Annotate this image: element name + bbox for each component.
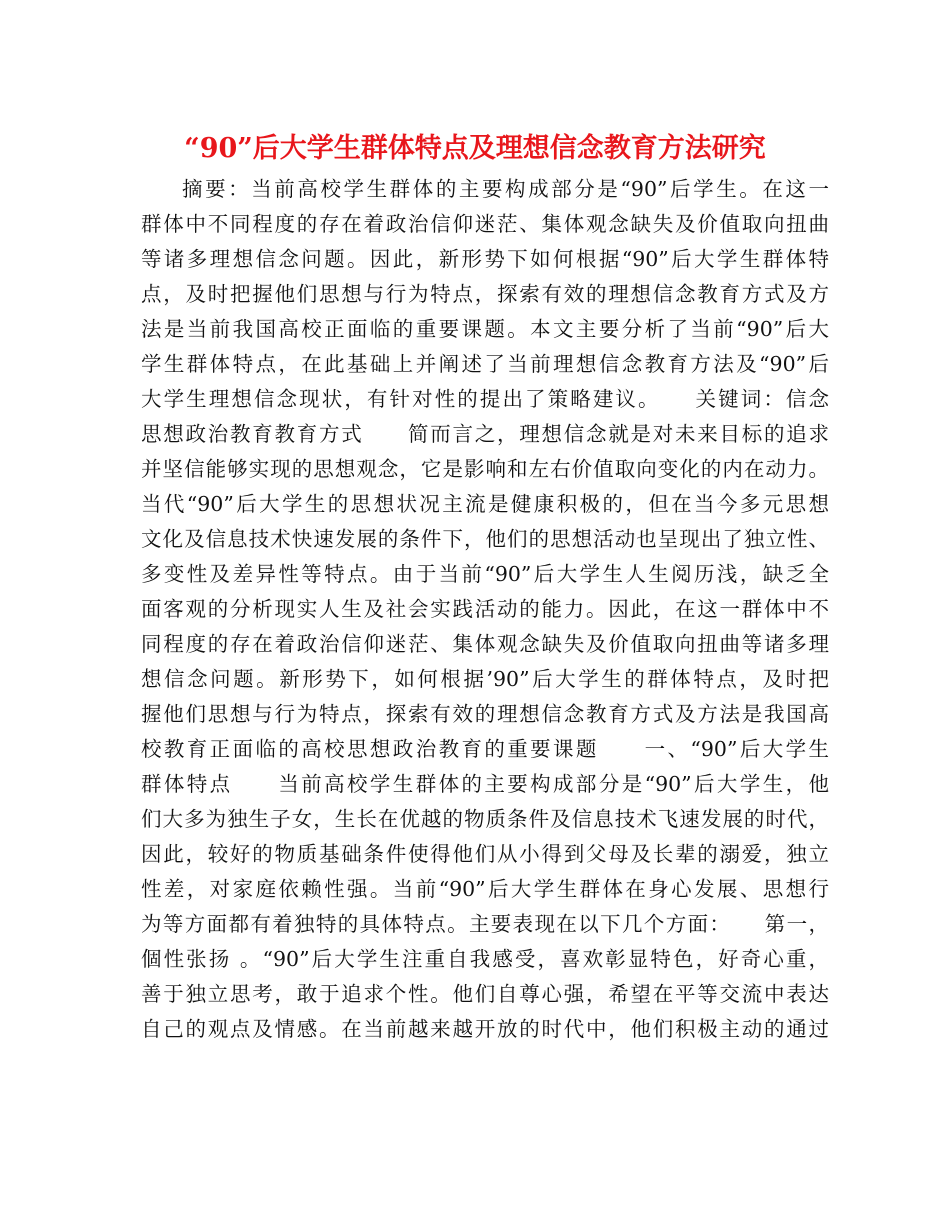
text-line: 等诸多理想信念问题。因此，新形势下如何根据“90”后大学生群体特: [141, 247, 829, 271]
text-line: 思想政治教育教育方式 简而言之，理想信念就是对未来目标的追求: [141, 422, 829, 446]
text-line: 校教育正面临的高校思想政治教育的重要课题 一、“90”后大学生: [141, 737, 829, 761]
text-line: 自己的观点及情感。在当前越来越开放的时代中，他们积极主动的通过: [141, 1017, 829, 1041]
text-line: 因此，较好的物质基础条件使得他们从小得到父母及长辈的溺爱，独立: [141, 842, 829, 866]
text-line: 点，及时把握他们思想与行为特点，探索有效的理想信念教育方式及方: [141, 282, 829, 306]
text-line: 多变性及差异性等特点。由于当前“90”后大学生人生阅历浅，缺乏全: [141, 562, 829, 586]
text-line: 性差，对家庭依赖性强。当前“90”后大学生群体在身心发展、思想行: [141, 877, 829, 901]
text-line: 们大多为独生子女，生长在优越的物质条件及信息技术飞速发展的时代，: [141, 807, 829, 831]
text-line: 群体特点 当前高校学生群体的主要构成部分是“90”后大学生，他: [141, 772, 829, 796]
text-line: 法是当前我国高校正面临的重要课题。本文主要分析了当前“90”后大: [141, 317, 829, 341]
document-title: “90”后大学生群体特点及理想信念教育方法研究: [184, 133, 766, 164]
text-line: 摘要：当前高校学生群体的主要构成部分是“90”后学生。在这一: [182, 177, 829, 201]
text-line: 面客观的分析现实人生及社会实践活动的能力。因此，在这一群体中不: [141, 597, 829, 621]
text-line: 想信念问题。新形势下，如何根据’90”后大学生的群体特点，及时把: [141, 667, 829, 691]
text-line: 学生群体特点，在此基础上并阐述了当前理想信念教育方法及“90”后: [141, 352, 829, 376]
text-line: 群体中不同程度的存在着政治信仰迷茫、集体观念缺失及价值取向扭曲: [141, 212, 829, 236]
text-line: 大学生理想信念现状，有针对性的提出了策略建议。 关键词：信念: [141, 387, 829, 411]
text-line: 同程度的存在着政治信仰迷茫、集体观念缺失及价值取向扭曲等诸多理: [141, 632, 829, 656]
text-line: 文化及信息技术快速发展的条件下，他们的思想活动也呈现出了独立性、: [141, 527, 829, 551]
text-line: 当代“90”后大学生的思想状况主流是健康积极的，但在当今多元思想: [141, 492, 829, 516]
text-line: 为等方面都有着独特的具体特点。主要表现在以下几个方面： 第一，: [141, 912, 829, 936]
text-line: 握他们思想与行为特点，探索有效的理想信念教育方式及方法是我国高: [141, 702, 829, 726]
text-line: 善于独立思考，敢于追求个性。他们自尊心强，希望在平等交流中表达: [141, 982, 829, 1006]
text-line: 個性张扬 。“90”后大学生注重自我感受，喜欢彰显特色，好奇心重，: [141, 947, 829, 971]
text-line: 并坚信能够实现的思想观念，它是影响和左右价值取向变化的内在动力。: [141, 457, 829, 481]
